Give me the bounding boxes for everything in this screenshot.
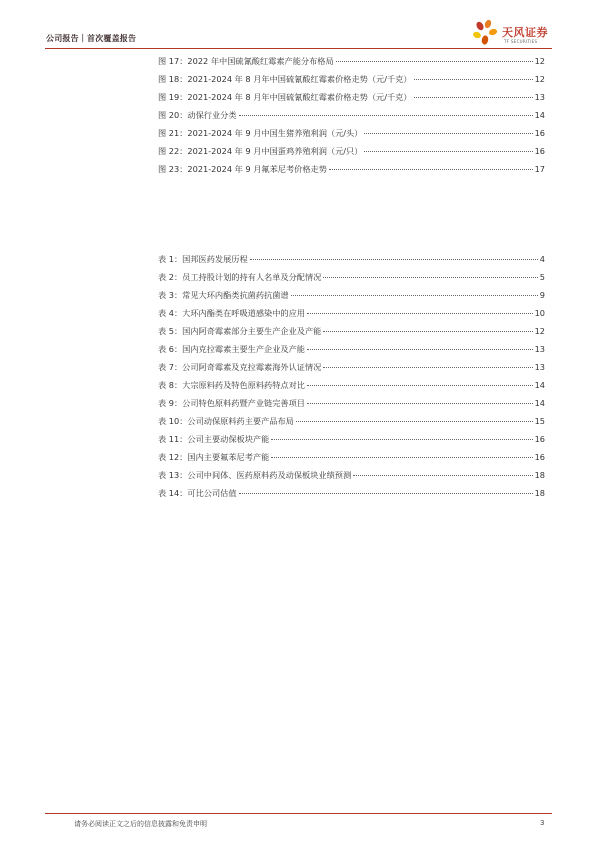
toc-leader-dots (364, 133, 532, 134)
toc-entry[interactable] (158, 128, 545, 146)
toc-entry-page: 13 (534, 362, 545, 372)
toc-leader-dots (271, 439, 532, 440)
toc-entry-label: 图 18：2021-2024 年 8 月年中国硫氰酸红霉素价格走势（元/千克） (158, 74, 412, 84)
toc-entry-page: 5 (539, 272, 545, 282)
toc-entry-page: 18 (534, 488, 545, 498)
logo-english-text: TF SECURITIES (504, 39, 538, 44)
toc-entry-page: 16 (534, 128, 545, 138)
toc-leader-dots (323, 367, 532, 368)
toc-entry[interactable] (158, 308, 545, 326)
toc-leader-dots (296, 421, 533, 422)
toc-leader-dots (414, 79, 533, 80)
toc-entry-label: 图 22：2021-2024 年 9 月中国蛋鸡养殖利润（元/只） (158, 146, 363, 156)
toc-entry-label: 图 21：2021-2024 年 9 月中国生猪养殖利润（元/头） (158, 128, 363, 138)
toc-entry-label: 表 6：国内克拉霉素主要生产企业及产能 (158, 344, 305, 354)
toc-entry-label: 表 1：国邦医药发展历程 (158, 254, 248, 264)
toc-entry-label: 表 13：公司中间体、医药原料药及动保板块业绩预测 (158, 470, 352, 480)
toc-entry[interactable] (158, 344, 545, 362)
toc-entry[interactable] (158, 452, 545, 470)
toc-entry[interactable] (158, 146, 545, 164)
toc-leader-dots (329, 169, 533, 170)
toc-entry-page: 14 (534, 110, 545, 120)
toc-entry[interactable] (158, 110, 545, 128)
toc-entry[interactable] (158, 434, 545, 452)
toc-entry[interactable] (158, 488, 545, 506)
toc-entry[interactable] (158, 290, 545, 308)
toc-entry-page: 10 (534, 308, 545, 318)
toc-entry-label: 表 7：公司阿奇霉素及克拉霉素海外认证情况 (158, 362, 322, 372)
toc-leader-dots (250, 259, 538, 260)
toc-entry-page: 13 (534, 344, 545, 354)
toc-entry-page: 17 (534, 164, 545, 174)
toc-leader-dots (336, 61, 533, 62)
report-type-label: 公司报告｜首次覆盖报告 (46, 34, 137, 43)
logo-chinese-text: 天风证券 (502, 26, 548, 39)
toc-entry-page: 16 (534, 452, 545, 462)
page-number: 3 (540, 819, 545, 827)
toc-entry[interactable] (158, 74, 545, 92)
toc-entry-label: 图 20：动保行业分类 (158, 110, 237, 120)
toc-entry-label: 表 14：可比公司估值 (158, 488, 237, 498)
toc-entry-label: 图 17：2022 年中国硫氰酸红霉素产能分布格局 (158, 56, 334, 66)
toc-entry-label: 表 11：公司主要动保板块产能 (158, 434, 270, 444)
toc-entry-page: 16 (534, 434, 545, 444)
toc-leader-dots (414, 97, 533, 98)
toc-leader-dots (307, 385, 533, 386)
toc-entry-page: 14 (534, 380, 545, 390)
toc-leader-dots (239, 493, 533, 494)
footer-divider (45, 813, 552, 814)
toc-leader-dots (323, 277, 537, 278)
toc-leader-dots (291, 295, 538, 296)
toc-entry[interactable] (158, 398, 545, 416)
toc-entry-label: 表 12：国内主要氟苯尼考产能 (158, 452, 270, 462)
toc-entry-page: 13 (534, 92, 545, 102)
toc-entry-page: 12 (534, 326, 545, 336)
toc-leader-dots (271, 457, 532, 458)
toc-entry-label: 图 23：2021-2024 年 9 月氟苯尼考价格走势 (158, 164, 327, 174)
toc-entry[interactable] (158, 326, 545, 344)
toc-entry[interactable] (158, 254, 545, 272)
toc-entry[interactable] (158, 272, 545, 290)
tables-toc (158, 254, 545, 506)
tf-securities-logo (471, 19, 553, 47)
toc-entry-page: 15 (534, 416, 545, 426)
toc-entry-label: 图 19：2021-2024 年 8 月年中国硫氰酸红霉素价格走势（元/千克） (158, 92, 412, 102)
toc-entry-label: 表 9：公司特色原料药暨产业链完善项目 (158, 398, 305, 408)
toc-entry-label: 表 8：大宗原料药及特色原料药特点对比 (158, 380, 305, 390)
toc-entry-page: 4 (539, 254, 545, 264)
toc-entry-label: 表 2：员工持股计划的持有人名单及分配情况 (158, 272, 322, 282)
header-divider (45, 48, 552, 49)
toc-entry-page: 12 (534, 56, 545, 66)
toc-leader-dots (239, 115, 533, 116)
figures-toc (158, 56, 545, 182)
toc-entry-label: 表 10：公司动保原料药主要产品布局 (158, 416, 294, 426)
toc-entry-page: 18 (534, 470, 545, 480)
toc-leader-dots (307, 403, 533, 404)
toc-entry[interactable] (158, 470, 545, 488)
toc-leader-dots (307, 313, 533, 314)
toc-entry[interactable] (158, 362, 545, 380)
toc-entry-page: 12 (534, 74, 545, 84)
toc-leader-dots (364, 151, 532, 152)
toc-entry-page: 16 (534, 146, 545, 156)
toc-entry[interactable] (158, 416, 545, 434)
toc-leader-dots (353, 475, 532, 476)
toc-entry[interactable] (158, 164, 545, 182)
toc-leader-dots (307, 349, 533, 350)
toc-entry[interactable] (158, 56, 545, 74)
toc-entry[interactable] (158, 92, 545, 110)
toc-entry-page: 14 (534, 398, 545, 408)
toc-entry-page: 9 (539, 290, 545, 300)
toc-entry-label: 表 3：常见大环内酯类抗菌药抗菌谱 (158, 290, 289, 300)
logo-flower-icon (471, 19, 501, 47)
footer-disclaimer: 请务必阅读正文之后的信息披露和免责申明 (74, 820, 207, 828)
toc-entry[interactable] (158, 380, 545, 398)
toc-entry-label: 表 5：国内阿奇霉素部分主要生产企业及产能 (158, 326, 322, 336)
toc-entry-label: 表 4：大环内酯类在呼吸道感染中的应用 (158, 308, 305, 318)
toc-leader-dots (323, 331, 532, 332)
